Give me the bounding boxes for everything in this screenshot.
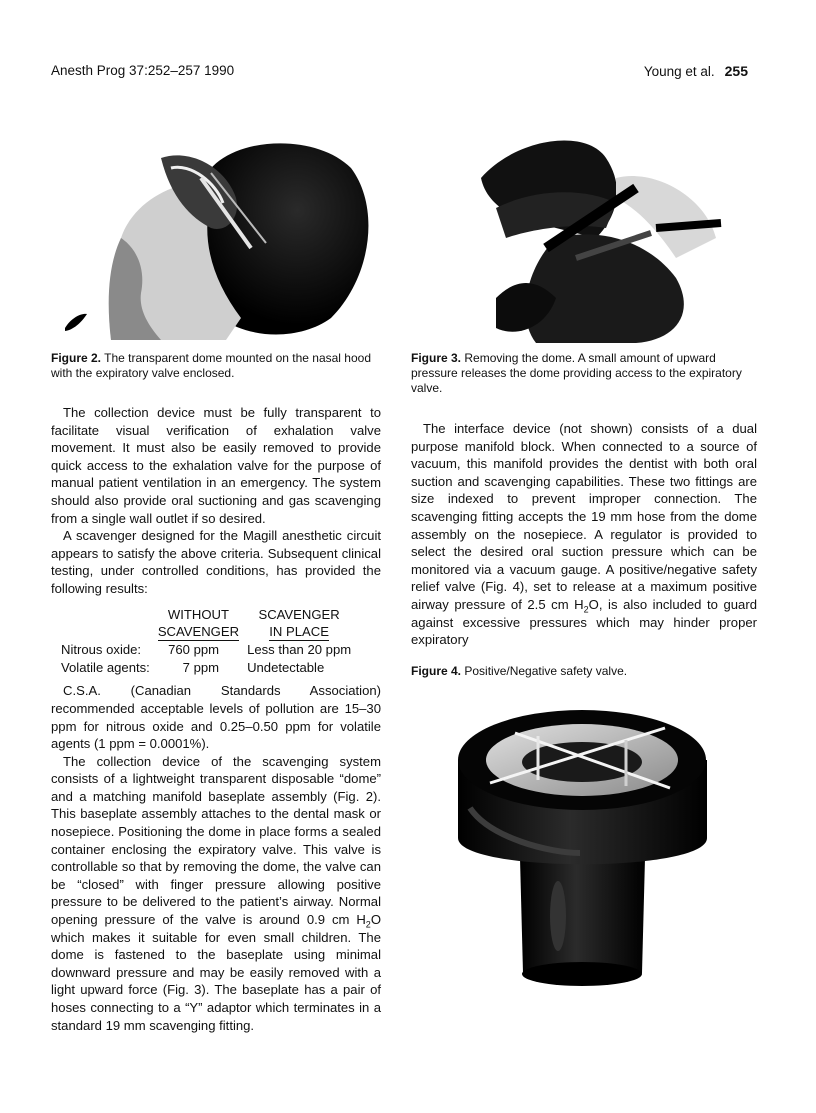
right-column xyxy=(411,420,757,649)
journal-citation: Anesth Prog 37:252–257 1990 xyxy=(51,63,235,78)
table-row: Nitrous oxide: 760 ppm Less than 20 ppm xyxy=(61,642,352,658)
figure-3-caption-text: Removing the dome. A small amount of upward pressure releases the dome providing access to the expiratory valve. xyxy=(411,351,742,395)
table-row: Volatile agents: 7 ppm Undetectable xyxy=(61,659,325,675)
authors: Young et al. xyxy=(643,64,715,79)
figure-2-caption-text: The transparent dome mounted on the nasal hood with the expiratory valve enclosed. xyxy=(51,351,371,380)
col-header-with-2: IN PLACE xyxy=(269,624,329,640)
col-header-without-2: SCAVENGER xyxy=(157,624,240,640)
results-table xyxy=(57,606,355,677)
figure-2-caption xyxy=(51,351,381,381)
figure-3-caption xyxy=(411,351,757,396)
col-header-with: SCAVENGER xyxy=(258,606,340,622)
figure-4-photo xyxy=(450,688,715,993)
page-number: 255 xyxy=(724,63,748,79)
figure-4-caption-text: Positive/Negative safety valve. xyxy=(464,664,628,678)
figure-4-caption xyxy=(411,664,757,679)
paragraph: The collection device must be fully transparent to facilitate visual verification of exhalation valve movement. It must also be easily removed to provide quick access to the exhalation valve for the purpose of manual patient ventilation in an emergency. The system should also provide oral suctioning and gas scavenging from a single wall outlet if so desired. xyxy=(51,405,381,526)
paragraph: The collection device of the scavenging system consists of a lightweight transparent disposable “dome” and a matching manifold baseplate assembly (Fig. 2). This baseplate assembly attaches to the dental mask or nosepiece. Positioning the dome in place forms a sealed container enclosing the expiratory valve. This valve is controllable so that by removing the dome, the valve can be “closed” with finger pressure allowing positive pressure to be delivered to the patient’s airway. Normal opening pressure of the valve is around 0.9 cm $H_2O$ which makes it suitable for even small children. The dome is fastened to the baseplate using minimal downward pressure and may be easily removed with a light upward force (Fig. 3). The baseplate has a pair of hoses connecting to a “Y” adaptor which terminates in a standard 19 mm scavenging fitting. xyxy=(51,753,381,1033)
figure-2-photo xyxy=(51,128,381,340)
col-header-without: WITHOUT xyxy=(167,606,229,622)
figure-3-label: Figure 3. xyxy=(411,351,462,365)
paragraph: C.S.A. (Canadian Standards Association) recommended acceptable levels of pollution are 15–30 ppm for nitrous oxide and 0.25–0.50 ppm for volatile agents (1 ppm = 0.0001%). xyxy=(51,683,381,752)
figure-3-photo xyxy=(476,128,746,343)
running-head xyxy=(644,63,748,79)
paragraph: A scavenger designed for the Magill anesthetic circuit appears to satisfy the above criteria. Subsequent clinical testing, under controlled conditions, has provided the following results: xyxy=(51,528,381,596)
left-column xyxy=(51,404,381,1034)
figure-2-label: Figure 2. xyxy=(51,351,102,365)
figure-4-label: Figure 4. xyxy=(411,664,462,678)
paragraph: The interface device (not shown) consists of a dual purpose manifold block. When connected to a source of vacuum, this manifold provides the dentist with both oral suction and scavenging capabilities. These two fittings are size indexed to prevent improper connection. The scavenging fitting accepts the 19 mm hose from the dome assembly on the nosepiece. A regulator is provided to select the desired oral suction pressure which can be monitored via a vacuum gauge. A positive/negative safety relief valve (Fig. 4), set to release at a maximum positive airway pressure of 2.5 cm $H_2O$, is also included to guard against excessive pressures which may hinder proper expiratory xyxy=(411,421,757,648)
